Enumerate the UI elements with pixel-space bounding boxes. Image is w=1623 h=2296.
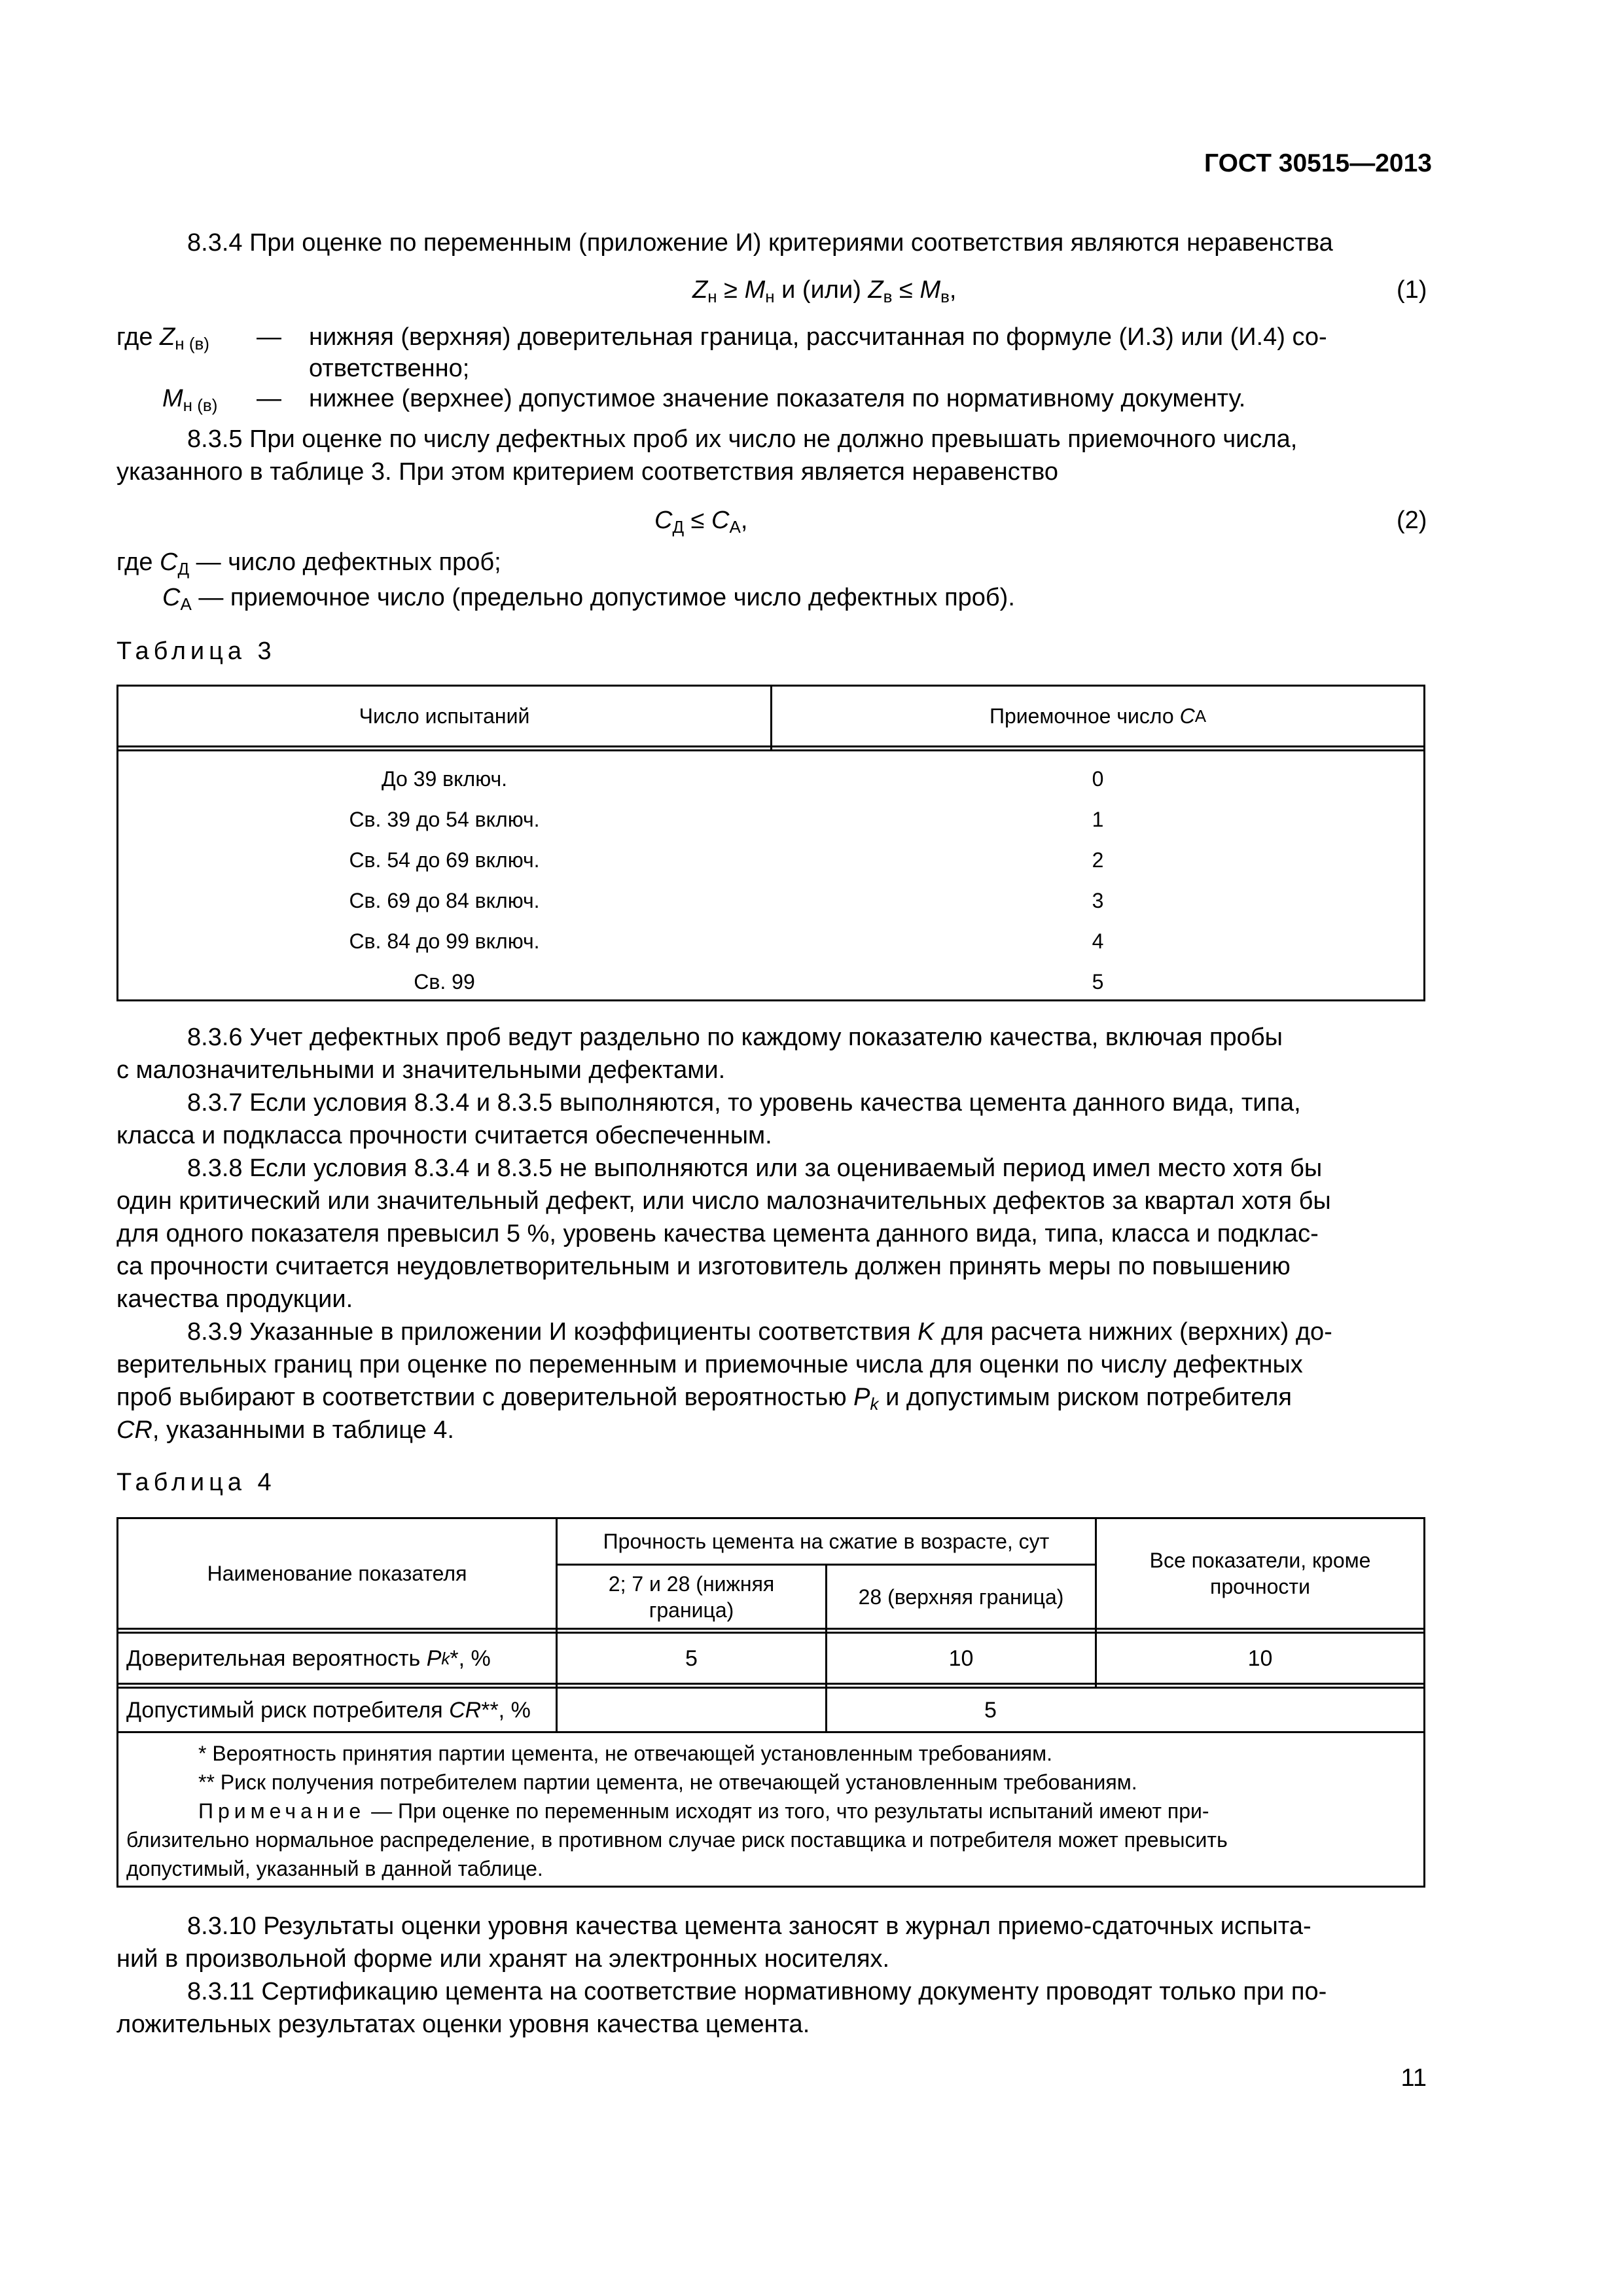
- table4-note1: * Вероятность принятия партии цемента, не отвечающей установленным требованиям.: [198, 1742, 1052, 1765]
- table3-row-value: 1: [1092, 808, 1104, 831]
- paragraph-8-3-11-line2: ложительных результатах оценки уровня качества цемента.: [116, 2011, 810, 2038]
- paragraph-8-3-7-line1: 8.3.7 Если условия 8.3.4 и 8.3.5 выполняются, то уровень качества цемента данного вида, типа,: [187, 1089, 1301, 1117]
- where-m-dash: —: [257, 385, 281, 412]
- paragraph-8-3-9-line4: CR, указанными в таблице 4.: [116, 1416, 454, 1444]
- paragraph-8-3-8-line1: 8.3.8 Если условия 8.3.4 и 8.3.5 не выполняются или за оцениваемый период имел место хотя бы: [187, 1155, 1323, 1182]
- paragraph-8-3-9-line2: верительных границ при оценке по переменным и приемочные числа для оценки по числу дефектных: [116, 1351, 1303, 1378]
- formula-1: $Z_н \ge M_н$ и (или) $Z_в \le M_в$,: [692, 276, 957, 306]
- paragraph-8-3-8-line2: один критический или значительный дефект, или число малозначительных дефектов за квартал хотя бы: [116, 1187, 1331, 1215]
- table3-row-range: Св. 99: [414, 970, 475, 994]
- table4-header-strength: Прочность цемента на сжатие в возрасте, сут: [603, 1530, 1050, 1553]
- table4-note3-line1: Примечание — При оценке по переменным исходят из того, что результаты испытаний имеют при-: [198, 1799, 1209, 1823]
- paragraph-8-3-7-line2: класса и подкласса прочности считается обеспеченным.: [116, 1122, 772, 1149]
- table3-row-value: 4: [1092, 929, 1104, 953]
- table4-note3-line2: близительно нормальное распределение, в противном случае риск поставщика и потребителя может превысить: [126, 1828, 1228, 1852]
- paragraph-8-3-6-line1: 8.3.6 Учет дефектных проб ведут раздельно по каждому показателю качества, включая пробы: [187, 1024, 1283, 1051]
- paragraph-8-3-4-intro: 8.3.4 При оценке по переменным (приложение И) критериями соответствия являются неравенства: [187, 229, 1333, 257]
- paragraph-8-3-10-line2: ний в произвольной форме или хранят на электронных носителях.: [116, 1945, 890, 1973]
- paragraph-8-3-11-line1: 8.3.11 Сертификацию цемента на соответствие нормативному документу проводят только при по-: [187, 1978, 1327, 2005]
- paragraph-8-3-8-line5: качества продукции.: [116, 1285, 353, 1313]
- table4-row2-value: 5: [984, 1697, 997, 1723]
- table3-header-count: Число испытаний: [359, 704, 530, 728]
- formula-2-number: (2): [1397, 507, 1427, 534]
- paragraph-8-3-10-line1: 8.3.10 Результаты оценки уровня качества цемента заносят в журнал приемо-сдаточных испыта-: [187, 1912, 1311, 1940]
- table4-row1-value3: 10: [1247, 1645, 1273, 1671]
- where-z-symbol: где $Z_{н (в)}$: [116, 323, 209, 353]
- table4-header-sub1: 2; 7 и 28 (нижняя граница): [608, 1571, 775, 1622]
- table4-header-name: Наименование показателя: [207, 1562, 467, 1585]
- paragraph-8-3-5-line1: 8.3.5 При оценке по числу дефектных проб их число не должно превышать приемочного числа,: [187, 425, 1298, 453]
- table3-row-range: Св. 69 до 84 включ.: [349, 889, 540, 912]
- paragraph-8-3-8-line4: са прочности считается неудовлетворительным и изготовитель должен принять меры по повышению: [116, 1253, 1291, 1280]
- table3: [116, 685, 1425, 1001]
- paragraph-8-3-6-line2: с малозначительными и значительными дефектами.: [116, 1056, 726, 1084]
- where-m-symbol: $M_{н (в)}$: [162, 385, 218, 415]
- table3-row-value: 3: [1092, 889, 1104, 912]
- table4-row1-label: Доверительная вероятность P k *, %: [126, 1645, 491, 1671]
- table3-row-value: 5: [1092, 970, 1104, 994]
- paragraph-8-3-9-line1: 8.3.9 Указанные в приложении И коэффициенты соответствия K для расчета нижних (верхних) до-: [187, 1318, 1332, 1346]
- where-z-text-line1: нижняя (верхняя) доверительная граница, рассчитанная по формуле (И.3) или (И.4) со-: [309, 323, 1327, 351]
- document-header: ГОСТ 30515—2013: [1204, 149, 1432, 177]
- where-ca: $C_А$ — приемочное число (предельно допустимое число дефектных проб).: [162, 584, 1015, 614]
- table4-header-sub2: 28 (верхняя граница): [858, 1585, 1064, 1609]
- page-number: 11: [1400, 2064, 1427, 2092]
- where-z-text-line2: ответственно;: [309, 355, 470, 382]
- table3-row-range: Св. 39 до 54 включ.: [349, 808, 540, 831]
- formula-2: $C_Д \le C_А$,: [654, 507, 748, 537]
- table3-row-value: 2: [1092, 848, 1104, 872]
- table4-note2: ** Риск получения потребителем партии цемента, не отвечающей установленным требованиям.: [198, 1770, 1137, 1794]
- table4-header-all: Все показатели, кроме прочности: [1149, 1549, 1371, 1598]
- table4-note3-line3: допустимый, указанный в данной таблице.: [126, 1857, 543, 1880]
- table3-row-value: 0: [1092, 767, 1104, 791]
- table3-row-range: Св. 84 до 99 включ.: [349, 929, 540, 953]
- paragraph-8-3-5-line2: указанного в таблице 3. При этом критерием соответствия является неравенство: [116, 458, 1059, 486]
- table3-row-range: Св. 54 до 69 включ.: [349, 848, 540, 872]
- where-z-dash: —: [257, 323, 281, 351]
- formula-1-number: (1): [1397, 276, 1427, 304]
- paragraph-8-3-8-line3: для одного показателя превысил 5 %, уровень качества цемента данного вида, типа, класса и подклас-: [116, 1220, 1319, 1247]
- table4-row2-label: Допустимый риск потребителя CR **, %: [126, 1697, 531, 1723]
- table4-caption: Таблица 4: [116, 1469, 276, 1496]
- table3-header-acceptance: Приемочное число C А: [989, 704, 1207, 728]
- where-cd: где $C_Д$ — число дефектных проб;: [116, 548, 501, 579]
- table4-row1-value1: 5: [685, 1645, 698, 1671]
- where-m-text: нижнее (верхнее) допустимое значение показателя по нормативному документу.: [309, 385, 1246, 412]
- paragraph-8-3-9-line3: проб выбирают в соответствии с доверительной вероятностью $P_k$ и допустимым риском потребителя: [116, 1384, 1293, 1414]
- table3-caption: Таблица 3: [116, 637, 276, 665]
- table4: [116, 1517, 1425, 1888]
- table3-row-range: До 39 включ.: [381, 767, 508, 791]
- table4-row1-value2: 10: [948, 1645, 974, 1671]
